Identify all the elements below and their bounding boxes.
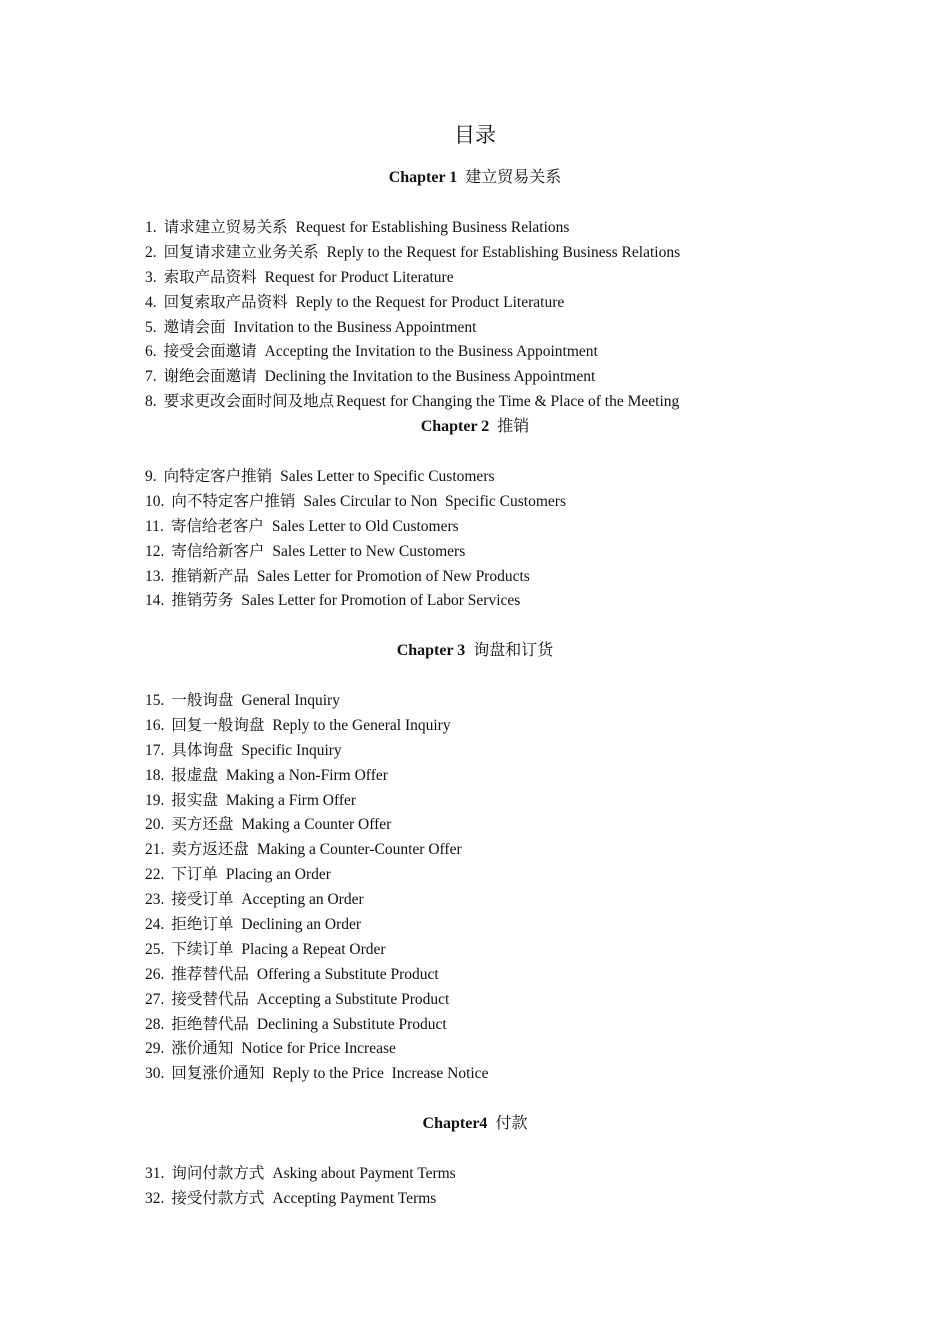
toc-item[interactable]: [145, 490, 845, 515]
toc-title-en: Asking about Payment Terms: [272, 1165, 456, 1182]
chapter-1-list: [145, 216, 845, 415]
toc-title-zh: 卖方返还盘: [171, 841, 249, 859]
toc-number: 10.: [145, 492, 165, 510]
toc-title-zh: 接受会面邀请: [163, 343, 257, 361]
chapter-title: 建立贸易关系: [465, 169, 562, 186]
toc-title-en: Accepting Payment Terms: [272, 1189, 437, 1207]
toc-title-zh: 报实盘: [171, 791, 218, 809]
toc-number: 9.: [145, 468, 157, 485]
toc-title-zh: 推荐替代品: [171, 965, 249, 983]
toc-title-zh: 索取产品资料: [163, 268, 257, 286]
chapter-label: Chapter 3: [396, 642, 466, 659]
toc-title-zh: 推销劳务: [171, 592, 234, 610]
toc-item[interactable]: [145, 1062, 845, 1087]
toc-title-en: Declining a Substitute Product: [256, 1015, 447, 1033]
toc-item[interactable]: [145, 1037, 845, 1062]
toc-title-en: Making a Firm Offer: [225, 791, 357, 809]
toc-number: 3.: [145, 268, 157, 286]
toc-title-en: Accepting the Invitation to the Business Appointment: [264, 343, 598, 361]
toc-title-zh: 下续订单: [171, 940, 234, 958]
toc-item[interactable]: [145, 789, 845, 814]
toc-number: 4.: [145, 293, 157, 311]
toc-title-en: Accepting an Order: [241, 891, 364, 909]
toc-item[interactable]: [145, 888, 845, 913]
toc-number: 8.: [145, 393, 157, 411]
toc-title-en: Sales Letter for Promotion of Labor Services: [241, 592, 521, 610]
toc-number: 24.: [145, 916, 165, 934]
toc-title-en: Making a Counter Offer: [241, 816, 392, 834]
toc-title-en: Reply to the General Inquiry: [272, 716, 451, 734]
toc-item[interactable]: [145, 813, 845, 838]
toc-number: 15.: [145, 692, 165, 709]
toc-item[interactable]: [145, 689, 845, 714]
toc-number: 22.: [145, 866, 165, 884]
toc-title-zh: 谢绝会面邀请: [163, 368, 257, 386]
toc-item[interactable]: [145, 365, 845, 390]
toc-title-zh: 拒绝订单: [171, 916, 234, 934]
chapter-title: 付款: [495, 1115, 528, 1132]
toc-number: 28.: [145, 1015, 165, 1033]
chapter-heading-3: [0, 639, 950, 663]
toc-number: 32.: [145, 1189, 165, 1207]
toc-title-en: Declining the Invitation to the Business Appointment: [264, 368, 596, 386]
toc-item[interactable]: [145, 589, 845, 614]
toc-title-en: Sales Letter for Promotion of New Products: [256, 567, 530, 585]
toc-item[interactable]: [145, 291, 845, 316]
toc-number: 26.: [145, 965, 165, 983]
toc-number: 12.: [145, 542, 165, 560]
toc-item[interactable]: [145, 540, 845, 565]
toc-item[interactable]: [145, 1013, 845, 1038]
toc-item[interactable]: [145, 565, 845, 590]
toc-title-en: Reply to the Request for Establishing Business Relations: [326, 243, 681, 261]
toc-item[interactable]: [145, 838, 845, 863]
toc-title-en: Making a Counter-Counter Offer: [256, 841, 462, 859]
toc-item[interactable]: [145, 863, 845, 888]
chapter-title: 推销: [497, 418, 530, 435]
chapter-heading-1: [0, 166, 950, 190]
toc-title-en: Sales Circular to Non Specific Customers: [303, 492, 566, 510]
toc-item[interactable]: [145, 913, 845, 938]
toc-title-zh: 接受付款方式: [171, 1189, 265, 1207]
toc-item[interactable]: [145, 1187, 845, 1212]
toc-number: 27.: [145, 990, 165, 1008]
toc-item[interactable]: [145, 714, 845, 739]
chapter-label: Chapter 2: [420, 418, 490, 435]
toc-number: 5.: [145, 318, 157, 336]
toc-number: 21.: [145, 841, 165, 859]
toc-number: 16.: [145, 716, 165, 734]
toc-title-zh: 报虚盘: [171, 766, 218, 784]
toc-title-en: Request for Product Literature: [264, 268, 454, 286]
toc-number: 6.: [145, 343, 157, 361]
toc-title-zh: 寄信给老客户: [170, 517, 264, 535]
toc-title-zh: 具体询盘: [171, 741, 234, 759]
toc-item[interactable]: [145, 266, 845, 291]
toc-number: 11.: [145, 517, 164, 535]
toc-title-en: Request for Changing the Time & Place of the Meeting: [336, 393, 680, 411]
toc-title-en: Request for Establishing Business Relations: [295, 219, 570, 236]
toc-number: 29.: [145, 1040, 165, 1058]
toc-title-zh: 邀请会面: [163, 318, 226, 336]
toc-number: 31.: [145, 1165, 165, 1182]
toc-title-zh: 回复一般询盘: [171, 716, 265, 734]
toc-title-zh: 回复请求建立业务关系: [163, 243, 319, 261]
toc-title-en: Offering a Substitute Product: [256, 965, 439, 983]
toc-number: 7.: [145, 368, 157, 386]
toc-title-zh: 涨价通知: [171, 1040, 234, 1058]
toc-number: 25.: [145, 940, 165, 958]
toc-title-en: Declining an Order: [241, 916, 362, 934]
toc-number: 19.: [145, 791, 165, 809]
toc-title-zh: 回复涨价通知: [171, 1065, 265, 1083]
toc-item[interactable]: [145, 1162, 845, 1187]
toc-item[interactable]: [145, 216, 845, 241]
chapter-title: 询盘和订货: [473, 642, 554, 659]
toc-item[interactable]: [145, 938, 845, 963]
toc-title-en: Placing an Order: [225, 866, 331, 884]
toc-title-zh: 买方还盘: [171, 816, 234, 834]
toc-title-en: General Inquiry: [241, 692, 340, 709]
toc-title-en: Invitation to the Business Appointment: [233, 318, 477, 336]
toc-title-zh: 要求更改会面时间及地点: [163, 393, 335, 411]
toc-number: 1.: [145, 219, 157, 236]
toc-title-zh: 回复索取产品资料: [163, 293, 288, 311]
toc-number: 30.: [145, 1065, 165, 1083]
toc-title-en: Notice for Price Increase: [241, 1040, 396, 1058]
toc-title-zh: 寄信给新客户: [171, 542, 265, 560]
toc-number: 14.: [145, 592, 165, 610]
toc-number: 20.: [145, 816, 165, 834]
chapter-4-list: [145, 1162, 845, 1212]
toc-title-zh: 拒绝替代品: [171, 1015, 249, 1033]
toc-number: 18.: [145, 766, 165, 784]
toc-number: 17.: [145, 741, 165, 759]
toc-title-en: Sales Letter to Old Customers: [271, 517, 459, 535]
toc-title-zh: 向特定客户推销: [163, 468, 273, 485]
chapter-label: Chapter4: [422, 1115, 488, 1132]
toc-title-en: Specific Inquiry: [241, 741, 342, 759]
toc-title-zh: 下订单: [171, 866, 218, 884]
toc-item[interactable]: [145, 963, 845, 988]
chapter-heading-4: [0, 1112, 950, 1136]
toc-item[interactable]: [145, 390, 845, 415]
toc-title-zh: 推销新产品: [171, 567, 249, 585]
toc-title-en: Accepting a Substitute Product: [256, 990, 450, 1008]
toc-item[interactable]: [145, 739, 845, 764]
toc-item[interactable]: [145, 764, 845, 789]
toc-title-zh: 一般询盘: [171, 692, 234, 709]
toc-title-en: Placing a Repeat Order: [241, 940, 386, 958]
page-title: 目录: [454, 123, 496, 147]
toc-item[interactable]: [145, 465, 845, 490]
toc-item[interactable]: [145, 515, 845, 540]
toc-number: 23.: [145, 891, 165, 909]
toc-item[interactable]: [145, 316, 845, 341]
toc-item[interactable]: [145, 988, 845, 1013]
toc-title-en: Reply to the Request for Product Literature: [295, 293, 565, 311]
toc-title-zh: 接受替代品: [171, 990, 249, 1008]
chapter-2-list: [145, 465, 845, 614]
toc-title-en: Sales Letter to Specific Customers: [280, 468, 495, 485]
toc-title-zh: 向不特定客户推销: [171, 492, 296, 510]
toc-item[interactable]: [145, 241, 845, 266]
toc-item[interactable]: [145, 340, 845, 365]
toc-title-en: Making a Non-Firm Offer: [225, 766, 388, 784]
chapter-heading-2: [0, 415, 950, 439]
chapter-3-list: [145, 689, 845, 1087]
chapter-label: Chapter 1: [388, 169, 458, 186]
toc-title-zh: 询问付款方式: [171, 1165, 265, 1182]
toc-title-zh: 请求建立贸易关系: [163, 219, 288, 236]
toc-number: 13.: [145, 567, 165, 585]
toc-title-en: Sales Letter to New Customers: [272, 542, 466, 560]
toc-title-en: Reply to the Price Increase Notice: [272, 1065, 489, 1083]
toc-number: 2.: [145, 243, 157, 261]
toc-title-zh: 接受订单: [171, 891, 234, 909]
